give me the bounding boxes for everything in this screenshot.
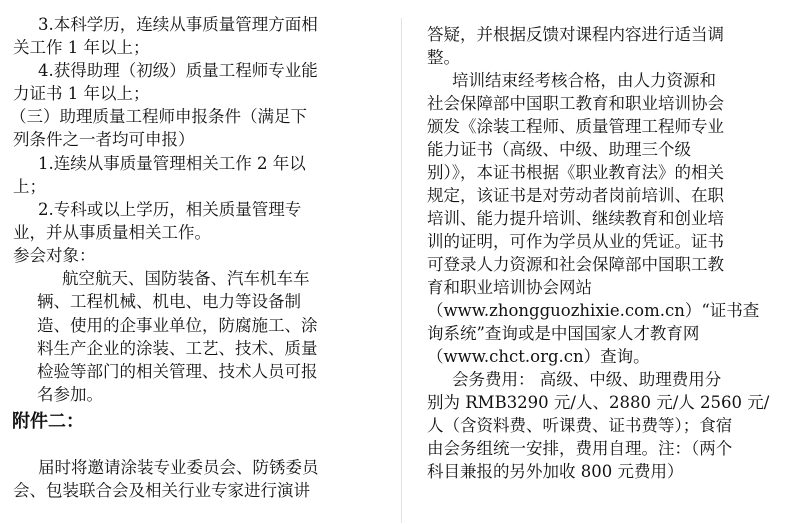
left-line: 关工作 1 年以上； <box>13 38 150 57</box>
left-line: 届时将邀请涂装专业委员会、防锈委员 <box>38 458 319 477</box>
fee-line: 会务费用： 高级、中级、助理费用分 <box>452 370 722 389</box>
right-line: 培训结束经考核合格，由人力资源和 <box>452 71 716 90</box>
left-line: （三）助理质量工程师申报条件（满足下 <box>10 107 307 126</box>
website-line: （www.zhongguozhixie.com.cn）“证书查 <box>427 301 760 320</box>
right-line: 能力证书（高级、中级、助理三个级 <box>427 140 691 159</box>
fee-line: 人（含资料费、听课费、证书费等）；食宿 <box>427 416 733 435</box>
right-line: 询系统”查询或是中国国家人才教育网 <box>427 324 700 343</box>
right-line: 育和职业培训协会网站 <box>427 278 592 297</box>
left-line: 造、使用的企事业单位，防腐施工、涂 <box>37 316 318 335</box>
right-line: 可登录人力资源和社会保障部中国职工教 <box>427 255 724 274</box>
fee-line: 科目兼报的另外加收 800 元费用） <box>427 462 684 481</box>
right-line: 社会保障部中国职工教育和职业培训协会 <box>427 94 724 113</box>
left-line: 力证书 1 年以上； <box>13 84 150 103</box>
right-line: 颁发《涂装工程师、质量管理工程师专业 <box>427 117 724 136</box>
left-line: 航空航天、国防装备、汽车机车车 <box>62 269 310 288</box>
fee-line: 别为 RMB3290 元/人、2880 元/人 2560 元/ <box>427 393 770 412</box>
right-line: 答疑，并根据反馈对课程内容进行适当调 <box>427 25 724 44</box>
column-divider <box>401 18 402 523</box>
left-line: 上； <box>13 177 46 196</box>
right-line: 培训、能力提升培训、继续教育和创业培 <box>427 209 724 228</box>
left-line: 4.获得助理（初级）质量工程师专业能 <box>38 61 318 80</box>
left-line: 1.连续从事质量管理相关工作 2 年以 <box>38 154 306 173</box>
left-line: 会、包装联合会及相关行业专家进行演讲 <box>13 481 310 500</box>
left-line: 料生产企业的涂装、工艺、技术、质量 <box>37 339 318 358</box>
left-line: 2.专科或以上学历，相关质量管理专 <box>38 200 302 219</box>
website-line: （www.chct.org.cn）查询。 <box>427 347 650 366</box>
left-line: 业，并从事质量相关工作。 <box>13 223 211 242</box>
left-line: 辆、工程机械、机电、电力等设备制 <box>37 292 301 311</box>
left-line: 3.本科学历，连续从事质量管理方面相 <box>38 15 318 34</box>
fee-line: 由会务组统一安排，费用自理。注：（两个 <box>427 439 733 458</box>
right-line: 整。 <box>427 48 460 67</box>
left-line: 列条件之一者均可申报） <box>13 130 195 149</box>
left-line: 名参加。 <box>37 385 103 404</box>
left-line: 参会对象： <box>13 246 96 265</box>
right-line: 别）》，本证书根据《职业教育法》的相关 <box>427 163 724 182</box>
right-line: 规定，该证书是对劳动者岗前培训、在职 <box>427 186 724 205</box>
left-line: 检验等部门的相关管理、技术人员可报 <box>37 362 318 381</box>
right-line: 训的证明，可作为学员从业的凭证。证书 <box>427 232 724 251</box>
appendix-heading: 附件二： <box>12 411 84 432</box>
